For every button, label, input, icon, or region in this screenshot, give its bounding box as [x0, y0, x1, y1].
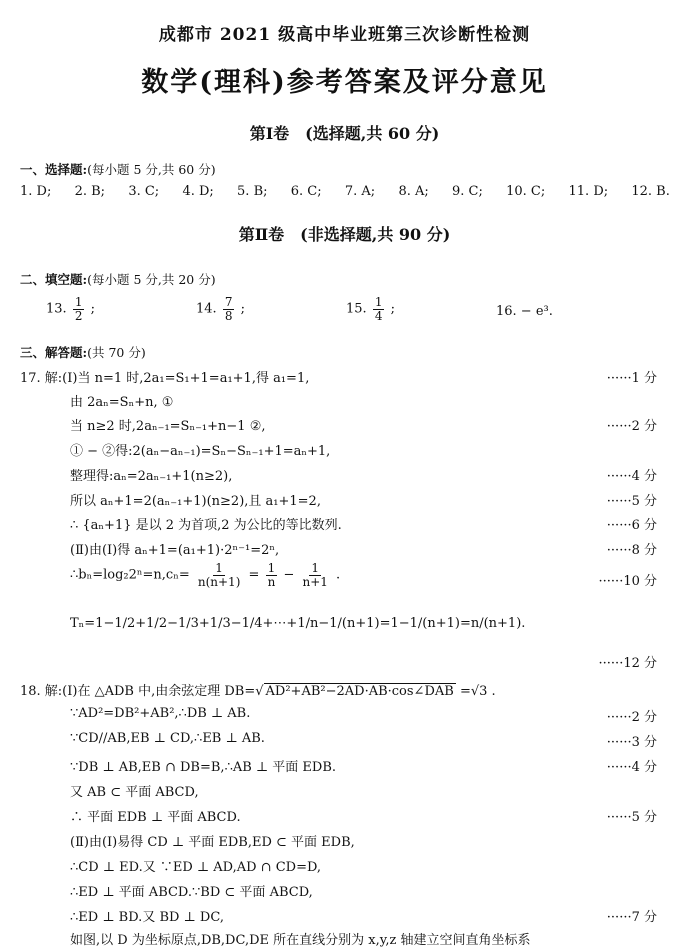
section2-heading	[20, 270, 216, 288]
mcq-answer: 12. B.	[631, 184, 670, 199]
mcq-answer: 8. A;	[398, 184, 429, 199]
mcq-answer: 5. B;	[237, 184, 268, 199]
p17-line-4: ① − ②得:2(aₙ−aₙ₋₁)=Sₙ−Sₙ₋₁+1=aₙ+1,	[70, 444, 331, 459]
answer-label: 13.	[46, 301, 67, 317]
score-mark: ······5 分	[606, 494, 657, 509]
score-mark: ······4 分	[606, 760, 657, 775]
p18-line-8: ∴CD ⊥ ED.又 ∵ED ⊥ AD,AD ∩ CD=D,	[70, 860, 322, 875]
fraction	[266, 562, 278, 588]
fraction	[300, 562, 329, 588]
equals-sign: =	[248, 567, 260, 583]
numerator: 1	[74, 295, 83, 309]
fraction	[196, 562, 243, 588]
p18-line-10: ∴ED ⊥ BD.又 BD ⊥ DC,	[70, 910, 224, 925]
answer-tail: ;	[390, 301, 395, 317]
mcq-answers	[20, 184, 670, 199]
denominator: n+1	[302, 574, 328, 589]
answer-label: 14.	[196, 301, 217, 317]
section1-note: (每小题 5 分,共 60 分)	[87, 162, 216, 177]
p18-line-9: ∴ED ⊥ 平面 ABCD.∵BD ⊂ 平面 ABCD,	[70, 885, 313, 900]
section1-heading	[20, 160, 216, 178]
mcq-answer: 10. C;	[506, 184, 546, 199]
mcq-answer: 6. C;	[290, 184, 322, 199]
mcq-answer: 11. D;	[568, 184, 609, 199]
score-mark: ······2 分	[606, 710, 657, 725]
score-mark: ······4 分	[606, 469, 657, 484]
minus-sign: −	[283, 567, 295, 583]
section2-note: (每小题 5 分,共 20 分)	[87, 272, 216, 287]
sqrt-content: AD²+AB²−2AD·AB·cos∠DAB	[265, 684, 454, 699]
fraction	[73, 296, 85, 322]
p18-line-11: 如图,以 D 为坐标原点,DB,DC,DE 所在直线分别为 x,y,z 轴建立空间直角坐标系	[70, 933, 531, 948]
p17-line-6: 所以 aₙ+1=2(aₙ₋₁+1)(n≥2),且 a₁+1=2,	[70, 494, 321, 509]
mcq-answer: 9. C;	[452, 184, 483, 199]
score-mark: ······2 分	[606, 419, 657, 434]
denominator: 8	[224, 308, 233, 323]
section2-title: 二、填空题:	[20, 272, 88, 287]
p17-line-5: 整理得:aₙ=2aₙ₋₁+1(n≥2),	[70, 469, 233, 484]
score-mark: ······3 分	[606, 735, 657, 750]
answer-key-title: 数学(理科)参考答案及评分意见	[141, 67, 548, 98]
answer-tail: ;	[90, 301, 95, 317]
equation-text: =√3 .	[459, 684, 496, 699]
denominator: 4	[374, 308, 383, 323]
p18-line-6: ∴ 平面 EDB ⊥ 平面 ABCD.	[70, 810, 241, 825]
p18-line-7: (Ⅱ)由(Ⅰ)易得 CD ⊥ 平面 EDB,ED ⊂ 平面 EDB,	[70, 835, 355, 850]
mcq-answer: 4. D;	[182, 184, 214, 199]
numerator: 7	[224, 295, 233, 309]
p17-line-7: ∴ {aₙ+1} 是以 2 为首项,2 为公比的等比数列.	[70, 518, 342, 533]
fill-answer-16: 16. − e³.	[496, 304, 553, 319]
score-mark: ······5 分	[606, 810, 657, 825]
section3-title: 三、解答题:	[20, 345, 88, 360]
fill-answer-15	[346, 296, 395, 322]
numerator: 1	[215, 561, 223, 575]
numerator: 1	[311, 561, 320, 575]
mcq-answer: 1. D;	[20, 184, 52, 199]
answer-label: 15.	[346, 301, 367, 317]
mcq-answer: 7. A;	[344, 184, 376, 199]
p18-line-2: ∵AD²=DB²+AB²,∴DB ⊥ AB.	[70, 706, 251, 721]
fill-answer-13	[46, 296, 95, 322]
equation-text: 18. 解:(Ⅰ)在 △ADB 中,由余弦定理 DB=	[20, 684, 256, 699]
score-mark: ······12 分	[598, 656, 657, 671]
score-mark: ······1 分	[606, 371, 657, 386]
denominator: n(n+1)	[197, 574, 241, 589]
p18-line-4: ∵DB ⊥ AB,EB ∩ DB=B,∴AB ⊥ 平面 EDB.	[70, 760, 336, 775]
section3-note: (共 70 分)	[87, 345, 146, 360]
p17-line-1: 17. 解:(Ⅰ)当 n=1 时,2a₁=S₁+1=a₁+1,得 a₁=1,	[20, 371, 310, 386]
p17-line-2: 由 2aₙ=Sₙ+n, ①	[70, 395, 174, 410]
mcq-answer: 2. B;	[74, 184, 106, 199]
section1-title: 一、选择题:	[20, 162, 88, 177]
fraction	[373, 296, 385, 322]
equation-text: ∴bₙ=log₂2ⁿ=n,cₙ=	[70, 567, 190, 583]
score-mark: ······6 分	[606, 518, 657, 533]
part2-heading: 第Ⅱ卷 (非选择题,共 90 分)	[238, 225, 451, 244]
p18-line-5: 又 AB ⊂ 平面 ABCD,	[70, 785, 199, 800]
mcq-answer: 3. C;	[128, 184, 160, 199]
score-mark: ······10 分	[598, 574, 657, 589]
p17-line-3: 当 n≥2 时,2aₙ₋₁=Sₙ₋₁+n−1 ②,	[70, 419, 266, 434]
score-mark: ······7 分	[606, 910, 657, 925]
fraction	[223, 296, 235, 322]
numerator: 1	[374, 295, 383, 309]
exam-title: 成都市 2021 级高中毕业班第三次诊断性检测	[158, 25, 531, 45]
p18-line-1	[20, 680, 496, 699]
score-mark: ······8 分	[606, 543, 657, 558]
denominator: 2	[74, 308, 83, 323]
part1-heading: 第Ⅰ卷 (选择题,共 60 分)	[249, 124, 440, 143]
p18-line-3: ∵CD//AB,EB ⊥ CD,∴EB ⊥ AB.	[70, 731, 265, 746]
p17-line-9	[70, 562, 340, 588]
section3-heading	[20, 343, 146, 361]
fill-answer-14	[196, 296, 245, 322]
sqrt-sign: √	[255, 684, 264, 699]
period: .	[336, 567, 341, 583]
p17-line-10: Tₙ=1−1/2+1/2−1/3+1/3−1/4+⋯+1/n−1/(n+1)=1−1/(n+1)=n/(n+1).	[70, 616, 526, 631]
denominator: n	[267, 574, 276, 589]
answer-tail: ;	[240, 301, 245, 317]
numerator: 1	[267, 561, 276, 575]
p17-line-8: (Ⅱ)由(Ⅰ)得 aₙ+1=(a₁+1)·2ⁿ⁻¹=2ⁿ,	[70, 543, 280, 558]
